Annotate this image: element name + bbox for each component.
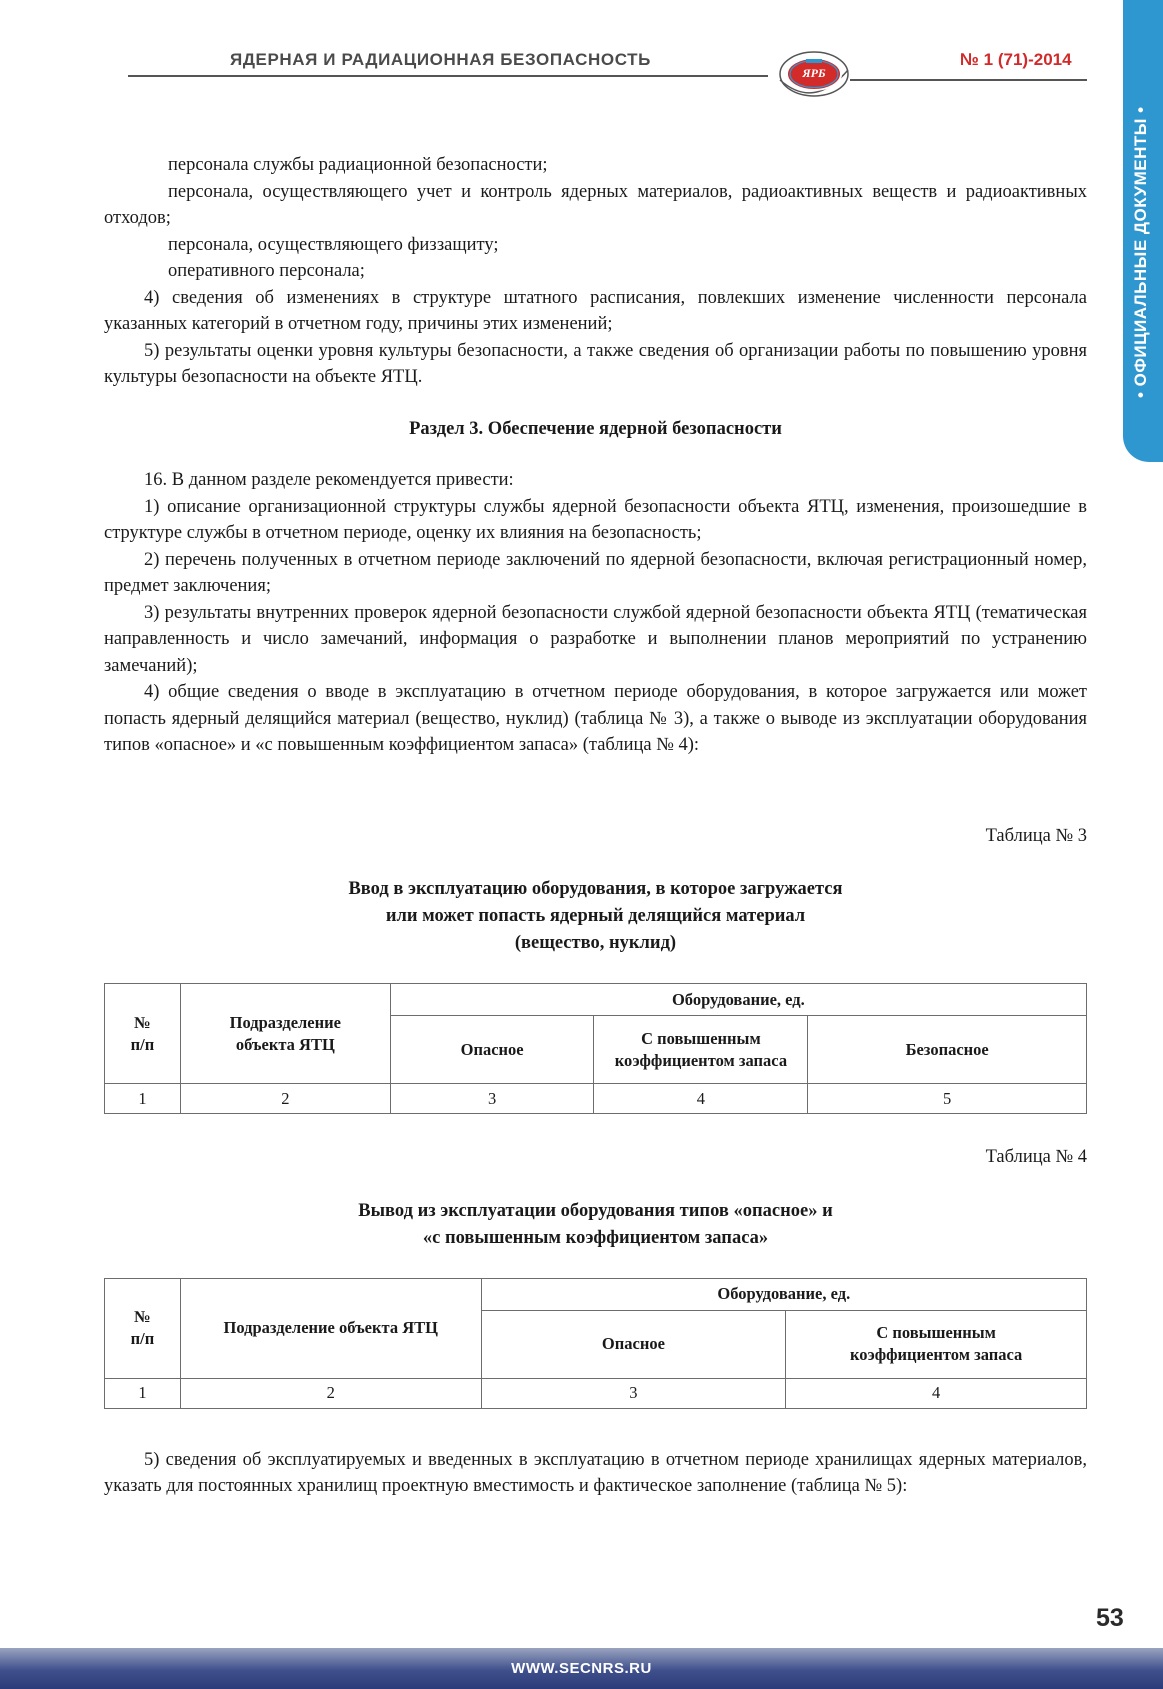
table-title-line: или может попасть ядерный делящийся материал: [385, 906, 806, 926]
issue-number: № 1 (71)-2014: [960, 50, 1072, 69]
header-cell-number: № п/п: [105, 1278, 181, 1378]
column-number-cell: 5: [808, 1084, 1087, 1114]
journal-title: ЯДЕРНАЯ И РАДИАЦИОННАЯ БЕЗОПАСНОСТЬ: [230, 50, 651, 69]
header-cell-equipment: Оборудование, ед.: [481, 1278, 1086, 1310]
header-cell-number: № п/п: [105, 984, 181, 1084]
header-cell-dangerous: Опасное: [390, 1016, 594, 1084]
header-cell-increased-margin: С повышенным коэффициентом запаса: [786, 1310, 1087, 1378]
body-paragraph: 5) результаты оценки уровня культуры безопасности, а также сведения об организации работы по повышению уровня культуры безопасности на объекте ЯТЦ.: [104, 340, 1087, 387]
table-3-title: [104, 876, 1087, 957]
table-title-line: (вещество, нуклид): [514, 933, 677, 953]
body-paragraph: 4) сведения об изменениях в структуре штатного расписания, повлекших изменение численности персонала указанных категорий в отчетном году, причины этих изменений;: [104, 287, 1087, 334]
page-number: 53: [1096, 1604, 1124, 1632]
header-cell-subdivision: Подразделение объекта ЯТЦ: [180, 1278, 481, 1378]
section-heading: Раздел 3. Обеспечение ядерной безопасности: [409, 418, 782, 439]
table-title-line: Ввод в эксплуатацию оборудования, в которое загружается: [348, 879, 843, 899]
body-paragraph: 3) результаты внутренних проверок ядерной безопасности службой ядерной безопасности объекта ЯТЦ (тематическая направленность и число замечаний, информация о разработке и выполнении планов мероприятий по устранению замечаний);: [104, 602, 1087, 676]
body-paragraph: персонала службы радиационной безопасности;: [168, 155, 548, 175]
column-number-cell: 3: [481, 1378, 786, 1408]
body-paragraph: персонала, осуществляющего физзащиту;: [168, 234, 499, 255]
column-number-cell: 1: [105, 1378, 181, 1408]
body-paragraph: 5) сведения об эксплуатируемых и введенных в эксплуатацию в отчетном периоде хранилищах ядерных материалов, указать для постоянных хранилищ проектную вместимость и фактическое заполнение (таблица № 5):: [104, 1449, 1087, 1496]
table-row: [105, 1084, 1087, 1114]
body-paragraph: оперативного персонала;: [168, 261, 365, 281]
header-rule: [128, 75, 768, 77]
body-paragraph: 4) общие сведения о вводе в эксплуатацию в отчетном периоде оборудования, в которое загружается или может попасть ядерный делящийся материал (вещество, нуклид) (таблица № 3), а также о выводе из эксплуатации оборудования типов «опасное» и «с повышенным коэффициентом запаса» (таблица № 4):: [104, 682, 1087, 755]
body-paragraph: 1) описание организационной структуры службы ядерной безопасности объекта ЯТЦ, изменения, произошедшие в структуре службы в отчетном периоде, оценку их влияния на безопасность;: [104, 496, 1087, 543]
logo-text: ЯРБ: [802, 66, 826, 80]
body-paragraph: персонала, осуществляющего учет и контроль ядерных материалов, радиоактивных веществ и радиоактивных отходов;: [104, 181, 1087, 228]
footer-url: WWW.SECNRS.RU: [511, 1660, 652, 1677]
side-tab-label: • ОФИЦИАЛЬНЫЕ ДОКУМЕНТЫ •: [1131, 106, 1150, 398]
body-paragraph: 16. В данном разделе рекомендуется привести:: [144, 470, 514, 490]
table-4: [104, 1278, 1087, 1409]
document-body: [104, 152, 1087, 1500]
page-header: [0, 0, 1163, 120]
journal-logo-icon: [764, 40, 864, 108]
column-number-cell: 4: [786, 1378, 1087, 1408]
header-cell-subdivision: Подразделение объекта ЯТЦ: [180, 984, 390, 1084]
table-3: [104, 983, 1087, 1114]
table-4-title: [104, 1198, 1087, 1252]
table-title-line: «с повышенным коэффициентом запаса»: [422, 1227, 769, 1248]
table-row: [105, 1378, 1087, 1408]
column-number-cell: 3: [390, 1084, 594, 1114]
header-cell-equipment: Оборудование, ед.: [390, 984, 1086, 1016]
column-number-cell: 2: [180, 1378, 481, 1408]
column-number-cell: 1: [105, 1084, 181, 1114]
table-4-label: Таблица № 4: [985, 1147, 1087, 1167]
header-rule: [850, 79, 1087, 81]
column-number-cell: 2: [180, 1084, 390, 1114]
header-cell-safe: Безопасное: [808, 1016, 1087, 1084]
column-number-cell: 4: [594, 1084, 808, 1114]
table-3-label: Таблица № 3: [985, 825, 1087, 846]
header-cell-dangerous: Опасное: [481, 1310, 786, 1378]
header-cell-increased-margin: С повышенным коэффициентом запаса: [594, 1016, 808, 1084]
table-title-line: Вывод из эксплуатации оборудования типов «опасное» и: [358, 1200, 833, 1221]
body-paragraph: 2) перечень полученных в отчетном периоде заключений по ядерной безопасности, включая регистрационный номер, предмет заключения;: [104, 549, 1087, 596]
